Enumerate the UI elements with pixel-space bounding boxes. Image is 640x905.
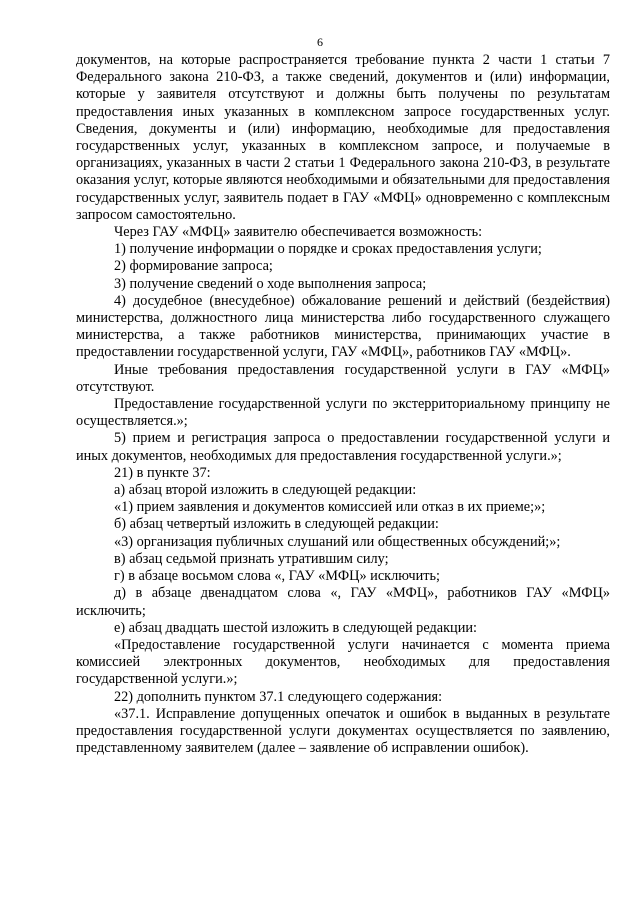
paragraph-6: 4) досудебное (внесудебное) обжалование решений и действий (бездействия) министерства, должностного лица министерства либо государственного служащего министерства, а также работников министерства, принимающих участие в предоставлении государственной услуги, ГАУ «МФЦ», работников ГАУ «МФЦ».: [76, 292, 610, 361]
paragraph-4: 2) формирование запроса;: [114, 258, 273, 275]
paragraph-5: 3) получение сведений о ходе выполнения запроса;: [114, 275, 427, 292]
paragraph-1: документов, на которые распространяется требование пункта 2 части 1 статьи 7 Федерального закона 210-ФЗ, а также сведений, документов и (или) информации, которые у заявителя отсутствуют и должны быть получены по результатам предоставления иных указанных в комплексном запросе государственных услуг. Сведения, документы и (или) информацию, необходимые для предоставления государственных услуг, указанных в комплексном запросе, и получаемые в организациях, указанных в части 2 статьи 1 Федерального закона 210-ФЗ, в результате оказания услуг, которые являются необходимыми и обязательными для предоставления государственных услуг, заявитель подает в ГАУ «МФЦ» одновременно с комплексным запросом самостоятельно.: [76, 52, 610, 223]
page-number: 6: [317, 35, 323, 49]
paragraph-19: «Предоставление государственной услуги начинается с момента приема комиссией электронных документов, необходимых для предоставления государственной услуги.»;: [76, 636, 610, 688]
paragraph-3: 1) получение информации о порядке и сроках предоставления услуги;: [114, 241, 542, 258]
paragraph-14: «3) организация публичных слушаний или общественных обсуждений;»;: [114, 533, 561, 550]
paragraph-17: д) в абзаце двенадцатом слова «, ГАУ «МФЦ», работников ГАУ «МФЦ» исключить;: [76, 585, 610, 619]
paragraph-2: Через ГАУ «МФЦ» заявителю обеспечивается возможность:: [114, 224, 483, 241]
paragraph-16: г) в абзаце восьмом слова «, ГАУ «МФЦ» исключить;: [114, 568, 440, 585]
paragraph-10: 21) в пункте 37:: [114, 464, 211, 481]
paragraph-20: 22) дополнить пунктом 37.1 следующего содержания:: [114, 688, 443, 705]
document-body: [76, 52, 610, 757]
paragraph-21: «37.1. Исправление допущенных опечаток и ошибок в выданных в результате предоставления государственной услуги документах осуществляется по заявлению, представленному заявителем (далее – заявление об исправлении ошибок).: [76, 705, 610, 757]
paragraph-7: Иные требования предоставления государственной услуги в ГАУ «МФЦ» отсутствуют.: [76, 361, 610, 395]
paragraph-8: Предоставление государственной услуги по экстерриториальному принципу не осуществляется.»;: [76, 396, 610, 430]
paragraph-9: 5) прием и регистрация запроса о предоставлении государственной услуги и иных документов, необходимых для предоставления государственной услуги.»;: [76, 430, 610, 464]
paragraph-11: а) абзац второй изложить в следующей редакции:: [114, 482, 417, 499]
paragraph-15: в) абзац седьмой признать утратившим силу;: [114, 550, 389, 567]
paragraph-18: е) абзац двадцать шестой изложить в следующей редакции:: [114, 619, 477, 636]
paragraph-12: «1) прием заявления и документов комиссией или отказ в их приеме;»;: [114, 499, 546, 516]
paragraph-13: б) абзац четвертый изложить в следующей редакции:: [114, 516, 439, 533]
